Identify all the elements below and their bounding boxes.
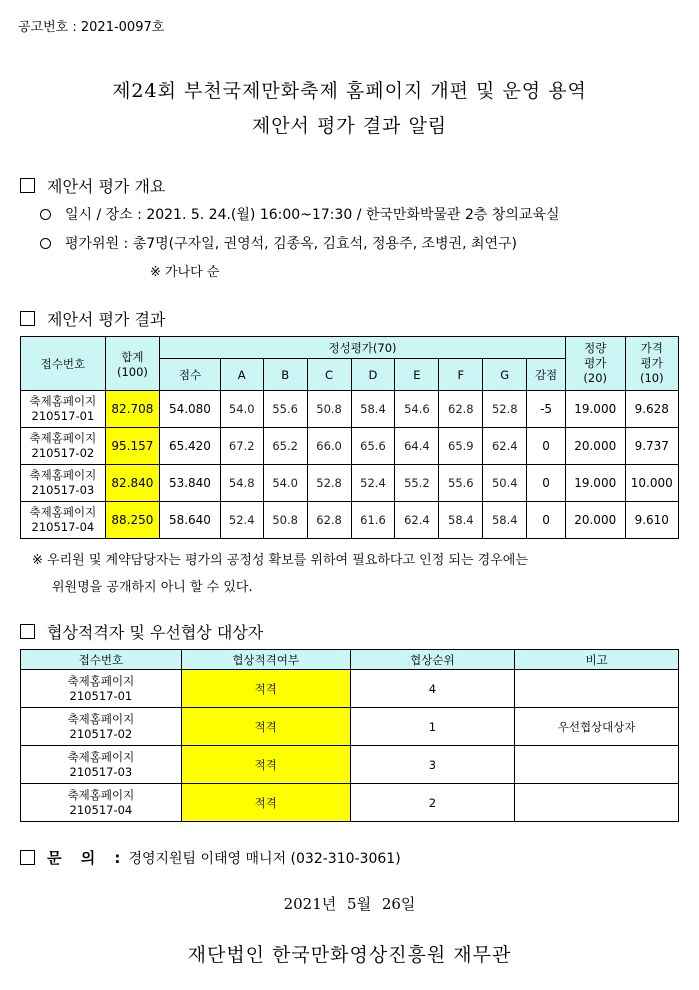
checkbox-square-icon: [20, 850, 35, 865]
overview-heading: [20, 174, 165, 197]
header-d: D: [351, 359, 395, 391]
header-e: E: [395, 359, 439, 391]
receipt-name: 축제홈페이지: [67, 749, 135, 764]
nego-receipt-no-cell: [21, 670, 182, 708]
quant-cell: 19.000: [565, 391, 625, 428]
receipt-code: 210517-01: [69, 688, 133, 703]
price-cell: 9.628: [625, 391, 678, 428]
overview-date-place: [40, 204, 560, 224]
checkbox-square-icon: [20, 311, 35, 326]
document-title-line2: 제안서 평가 결과 알림: [251, 115, 448, 137]
order-note: ※ 가나다 순: [150, 265, 220, 280]
price-cell: 10.000: [625, 465, 678, 502]
results-heading-text: 제안서 평가 결과: [47, 310, 166, 329]
header-receipt-no: 접수번호: [21, 337, 106, 391]
header-total: 합계 (100): [105, 337, 159, 391]
score-cell: 53.840: [160, 465, 221, 502]
header-price: 가격 평가 (10): [625, 337, 678, 391]
overview-heading-text: 제안서 평가 개요: [47, 177, 166, 196]
nego-remarks-cell: [515, 670, 679, 708]
score-cell: 54.080: [160, 391, 221, 428]
negotiation-table: [20, 649, 679, 822]
f-cell: 55.6: [439, 465, 483, 502]
header-qualitative: 정성평가(70): [160, 337, 566, 359]
d-cell: 52.4: [351, 465, 395, 502]
e-cell: 62.4: [395, 502, 439, 539]
header-deduction: 감점: [527, 359, 566, 391]
header-b: B: [263, 359, 307, 391]
g-cell: 52.8: [483, 391, 527, 428]
circle-bullet-icon: [40, 238, 51, 249]
a-cell: 52.4: [220, 502, 263, 539]
result-row: [21, 428, 679, 465]
negotiation-row: [21, 784, 679, 822]
c-cell: 66.0: [307, 428, 351, 465]
b-cell: 55.6: [263, 391, 307, 428]
results-heading: [20, 307, 165, 330]
inquiry-text: 경영지원팀 이태영 매니저 (032-310-3061): [128, 850, 401, 867]
b-cell: 65.2: [263, 428, 307, 465]
nego-eligible-cell: 적격: [181, 784, 350, 822]
receipt-name: 축제홈페이지: [29, 431, 97, 445]
nego-rank-cell: 1: [350, 708, 515, 746]
receipt-code: 210517-02: [31, 446, 95, 460]
overview-committee: [40, 233, 517, 253]
receipt-name: 축제홈페이지: [29, 468, 97, 482]
committee-text: 평가위원 : 총7명(구자일, 권영석, 김종옥, 김효석, 정용주, 조병권, 최연구): [65, 236, 517, 252]
nego-receipt-no-cell: [21, 708, 182, 746]
date-place-text: 일시 / 장소 : 2021. 5. 24.(월) 16:00~17:30 / 한국만화박물관 2층 창의교육실: [65, 207, 560, 223]
a-cell: 54.8: [220, 465, 263, 502]
b-cell: 50.8: [263, 502, 307, 539]
g-cell: 50.4: [483, 465, 527, 502]
circle-bullet-icon: [40, 209, 51, 220]
receipt-code: 210517-02: [69, 726, 133, 741]
receipt-code: 210517-03: [69, 764, 133, 779]
d-cell: 61.6: [351, 502, 395, 539]
document-title-line1: 제24회 부천국제만화축제 홈페이지 개편 및 운영 용역: [112, 80, 587, 102]
receipt-name: 축제홈페이지: [29, 394, 97, 408]
checkbox-square-icon: [20, 624, 35, 639]
deduction-cell: 0: [527, 502, 566, 539]
nego-header-rank: 협상순위: [350, 650, 515, 670]
nego-rank-cell: 3: [350, 746, 515, 784]
notice-number: 공고번호 : 2021-0097호: [18, 20, 165, 35]
nego-header-remarks: 비고: [515, 650, 679, 670]
issue-date: 2021년 5월 26일: [283, 895, 416, 913]
total-cell: 88.250: [105, 502, 159, 539]
receipt-name: 축제홈페이지: [67, 787, 135, 802]
nego-receipt-no-cell: [21, 746, 182, 784]
c-cell: 52.8: [307, 465, 351, 502]
negotiation-row: [21, 708, 679, 746]
results-table: [20, 336, 679, 539]
quant-cell: 20.000: [565, 428, 625, 465]
negotiation-heading-text: 협상적격자 및 우선협상 대상자: [47, 623, 264, 642]
receipt-code: 210517-04: [69, 802, 133, 817]
c-cell: 62.8: [307, 502, 351, 539]
nego-eligible-cell: 적격: [181, 708, 350, 746]
g-cell: 58.4: [483, 502, 527, 539]
e-cell: 55.2: [395, 465, 439, 502]
a-cell: 67.2: [220, 428, 263, 465]
g-cell: 62.4: [483, 428, 527, 465]
receipt-name: 축제홈페이지: [67, 711, 135, 726]
receipt-no-cell: [21, 428, 106, 465]
result-row: [21, 465, 679, 502]
header-a: A: [220, 359, 263, 391]
total-cell: 82.708: [105, 391, 159, 428]
price-cell: 9.737: [625, 428, 678, 465]
deduction-cell: 0: [527, 428, 566, 465]
deduction-cell: -5: [527, 391, 566, 428]
d-cell: 65.6: [351, 428, 395, 465]
deduction-cell: 0: [527, 465, 566, 502]
checkbox-square-icon: [20, 178, 35, 193]
total-cell: 82.840: [105, 465, 159, 502]
total-cell: 95.157: [105, 428, 159, 465]
receipt-code: 210517-04: [31, 520, 95, 534]
receipt-code: 210517-03: [31, 483, 95, 497]
a-cell: 54.0: [220, 391, 263, 428]
price-cell: 9.610: [625, 502, 678, 539]
d-cell: 58.4: [351, 391, 395, 428]
receipt-no-cell: [21, 502, 106, 539]
header-score: 점수: [160, 359, 221, 391]
nego-eligible-cell: 적격: [181, 670, 350, 708]
f-cell: 58.4: [439, 502, 483, 539]
header-g: G: [483, 359, 527, 391]
receipt-name: 축제홈페이지: [67, 673, 135, 688]
nego-rank-cell: 4: [350, 670, 515, 708]
nego-header-eligible: 협상적격여부: [181, 650, 350, 670]
header-quantitative: 정량 평가 (20): [565, 337, 625, 391]
inquiry-label: 문 의 :: [47, 849, 121, 867]
nego-remarks-cell: 우선협상대상자: [515, 708, 679, 746]
c-cell: 50.8: [307, 391, 351, 428]
quant-cell: 20.000: [565, 502, 625, 539]
score-cell: 58.640: [160, 502, 221, 539]
negotiation-row: [21, 670, 679, 708]
receipt-name: 축제홈페이지: [29, 505, 97, 519]
e-cell: 54.6: [395, 391, 439, 428]
quant-cell: 19.000: [565, 465, 625, 502]
nego-remarks-cell: [515, 746, 679, 784]
issuer: 재단법인 한국만화영상진흥원 재무관: [187, 944, 512, 966]
result-row: [21, 391, 679, 428]
e-cell: 64.4: [395, 428, 439, 465]
nego-rank-cell: 2: [350, 784, 515, 822]
nego-header-receipt-no: 접수번호: [21, 650, 182, 670]
receipt-code: 210517-01: [31, 409, 95, 423]
negotiation-row: [21, 746, 679, 784]
header-f: F: [439, 359, 483, 391]
result-row: [21, 502, 679, 539]
nego-receipt-no-cell: [21, 784, 182, 822]
receipt-no-cell: [21, 465, 106, 502]
score-cell: 65.420: [160, 428, 221, 465]
f-cell: 65.9: [439, 428, 483, 465]
header-c: C: [307, 359, 351, 391]
results-note-line2: 위원명을 공개하지 아니 할 수 있다.: [52, 580, 253, 595]
b-cell: 54.0: [263, 465, 307, 502]
nego-eligible-cell: 적격: [181, 746, 350, 784]
nego-remarks-cell: [515, 784, 679, 822]
receipt-no-cell: [21, 391, 106, 428]
negotiation-heading: [20, 620, 263, 643]
results-note-line1: ※ 우리원 및 계약담당자는 평가의 공정성 확보를 위하여 필요하다고 인정 되는 경우에는: [32, 553, 528, 568]
inquiry: [20, 847, 401, 868]
f-cell: 62.8: [439, 391, 483, 428]
